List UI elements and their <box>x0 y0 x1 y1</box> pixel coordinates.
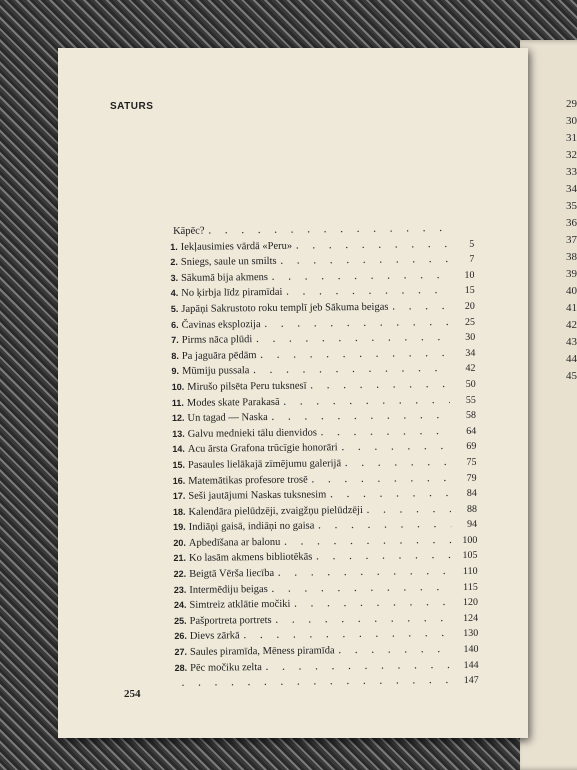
toc-leader-dots <box>367 504 451 515</box>
toc-entry-page: 144 <box>463 659 479 671</box>
toc-entry-title: Intermēdiju beigas <box>189 583 268 596</box>
toc-entry-title: Pasaules lielākajā zīmējumu galerijā <box>187 458 342 471</box>
toc-entry-page: 110 <box>462 565 478 578</box>
toc-entry-title: Saules piramīda, Mēness piramīda <box>189 645 335 658</box>
facing-page-number: 36 <box>566 217 577 229</box>
toc-entry-page: 15 <box>464 285 475 297</box>
toc-entry-title: Sākumā bija akmens <box>181 271 269 284</box>
toc-entry-page: 84 <box>466 487 477 499</box>
toc-entry-number: 16. <box>172 475 186 486</box>
facing-page-number: 37 <box>566 234 577 246</box>
toc-leader-dots <box>321 426 450 437</box>
toc-entry-number: 17. <box>172 490 186 502</box>
toc-leader-dots <box>342 441 451 452</box>
facing-page-number: 40 <box>566 285 577 297</box>
toc-leader-dots <box>182 675 453 688</box>
toc-entry-page: 25 <box>464 316 476 328</box>
toc-leader-dots <box>256 332 449 344</box>
toc-leader-dots <box>208 223 448 236</box>
toc-entry-number: 11. <box>171 397 184 408</box>
toc-leader-dots <box>339 644 453 655</box>
toc-entry-page: 50 <box>465 378 476 390</box>
facing-page-number: 45 <box>566 370 577 382</box>
toc-entry-page: 10 <box>464 269 475 281</box>
toc-entry-page: 75 <box>466 456 477 468</box>
toc-entry-page: 130 <box>463 628 479 640</box>
toc-entry-number: 14. <box>172 444 185 455</box>
toc-entry-number: 2. <box>170 257 178 268</box>
toc-entry-number: 10. <box>171 381 185 392</box>
toc-entry-page: 94 <box>467 519 478 531</box>
toc-entry-title: Modes skate Parakasā <box>186 396 280 409</box>
toc-leader-dots <box>265 317 450 329</box>
toc-entry-title: Indiāņi gaisā, indiāņi no gaisa <box>188 520 315 534</box>
toc-entry-title: Kalendāra pielūdzēji, zvaigžņu pielūdzēji <box>188 504 363 518</box>
page-number: 254 <box>124 688 141 700</box>
toc-entry-number: 28. <box>174 662 188 673</box>
toc-entry-page: 20 <box>464 300 475 312</box>
toc-leader-dots <box>284 395 450 407</box>
toc-entry-number: 1. <box>170 241 178 252</box>
toc-entry-title: Matemātikas profesore trosē <box>188 474 308 487</box>
facing-page-number: 32 <box>566 149 577 161</box>
toc-entry-page: 79 <box>466 472 477 484</box>
toc-leader-dots <box>318 519 451 530</box>
toc-leader-dots <box>260 348 449 360</box>
toc-leader-dots <box>253 363 449 375</box>
toc-entry-number: 15. <box>172 459 186 470</box>
toc-entry-title: Galvu mednieki tālu dienvidos <box>187 427 317 440</box>
toc-leader-dots <box>310 379 449 390</box>
toc-entry-title: Beigtā Vērša liecība <box>189 567 275 580</box>
toc-entry-title: Čavinas eksplozija <box>181 318 261 331</box>
toc-entry-number: 21. <box>173 553 187 564</box>
toc-entry-number: 22. <box>173 568 187 580</box>
facing-page-number: 29 <box>566 98 577 110</box>
toc-entry-title: Mūmiju pussala <box>181 365 250 378</box>
toc-leader-dots <box>330 488 451 499</box>
toc-entry-number: 8. <box>171 350 179 361</box>
toc-entry-page: 34 <box>465 347 476 359</box>
facing-page-number: 38 <box>566 251 577 263</box>
toc-entry-number: 25. <box>174 615 187 626</box>
toc-entry-page: 30 <box>465 331 476 344</box>
toc-entry-page: 115 <box>463 581 478 593</box>
toc-entry-title: Seši jautājumi Naskas tuksnesim <box>188 489 327 502</box>
toc-entry-title: No ķirbja līdz piramīdai <box>181 287 283 300</box>
toc-entry-title: Pirms nāca plūdi <box>181 334 253 347</box>
facing-page-number: 42 <box>566 319 577 331</box>
toc-entry-page: 7 <box>469 254 475 266</box>
toc-leader-dots <box>284 535 451 547</box>
toc-entry-page: 100 <box>462 534 478 546</box>
toc-entry <box>175 675 479 694</box>
toc-entry-title: Kāpēc? <box>172 225 205 237</box>
toc-entry-title: Ko lasām akmens bibliotēkās <box>188 551 313 565</box>
toc-entry-number: 26. <box>174 631 187 642</box>
toc-entry-title: Sniegs, saule un smilts <box>180 256 277 269</box>
toc-entry-number: 9. <box>171 366 180 377</box>
toc-entry-page: 88 <box>466 503 478 515</box>
toc-leader-dots <box>278 566 452 578</box>
toc-leader-dots <box>281 254 449 266</box>
table-of-contents <box>170 223 479 694</box>
toc-entry-number: 19. <box>173 522 186 533</box>
facing-page-number: 30 <box>566 115 577 127</box>
toc-entry-number: 12. <box>171 412 185 424</box>
facing-page-number: 44 <box>566 353 577 365</box>
toc-leader-dots <box>392 301 449 312</box>
facing-page-number: 33 <box>566 166 577 178</box>
toc-entry-page: 140 <box>463 643 479 655</box>
toc-leader-dots <box>296 239 448 251</box>
toc-leader-dots <box>276 613 453 625</box>
toc-leader-dots <box>286 285 448 297</box>
facing-page-number: 41 <box>566 302 577 314</box>
toc-entry-page: 120 <box>462 597 479 609</box>
toc-entry-title: Pēc močiku zelta <box>190 661 262 674</box>
toc-entry-page: 69 <box>466 441 477 453</box>
toc-leader-dots <box>266 660 453 672</box>
toc-entry-title: Iekļausimies vārdā «Peru» <box>180 240 293 253</box>
toc-entry-title: Apbedīšana ar balonu <box>188 536 281 549</box>
toc-entry-number: 23. <box>173 584 187 595</box>
toc-entry-page: 124 <box>463 612 479 624</box>
facing-page-chapter-numbers <box>566 96 577 385</box>
toc-entry-page: 42 <box>465 363 476 375</box>
toc-entry-page: 55 <box>465 394 476 406</box>
facing-page-number: 43 <box>566 336 577 348</box>
toc-entry-title: Pa jaguāra pēdām <box>181 349 257 362</box>
facing-page-number: 31 <box>566 132 577 144</box>
toc-entry-title: Mirušo pilsēta Peru tuksnesī <box>187 380 307 393</box>
toc-entry-title: Dievs zārkā <box>189 630 240 643</box>
toc-entry-title: Un tagad — Naska <box>187 412 268 424</box>
toc-leader-dots <box>272 270 449 282</box>
toc-entry-number: 13. <box>172 428 185 439</box>
toc-leader-dots <box>244 629 453 641</box>
toc-leader-dots <box>316 551 451 562</box>
toc-entry-page: 147 <box>463 675 479 687</box>
toc-entry-page: 5 <box>469 238 475 250</box>
facing-page-number: 35 <box>566 200 577 212</box>
toc-entry-page: 105 <box>462 550 478 562</box>
toc-leader-dots <box>345 457 451 468</box>
facing-page-number: 39 <box>566 268 577 280</box>
toc-leader-dots <box>294 597 452 609</box>
toc-entry-title: Pašportreta portrets <box>189 614 272 627</box>
toc-entry-title: Acu ārsta Grafona trūcīgie honorāri <box>187 442 338 456</box>
toc-entry-number: 7. <box>171 335 179 346</box>
toc-entry-number: 20. <box>173 537 186 548</box>
toc-entry-number: 4. <box>170 288 179 299</box>
facing-page-number: 34 <box>566 183 577 195</box>
toc-entry-page: 64 <box>466 425 477 437</box>
toc-entry-number: 27. <box>174 646 188 658</box>
toc-entry-page: 58 <box>465 409 477 422</box>
page-heading: SATURS <box>110 101 154 112</box>
toc-leader-dots <box>272 410 450 422</box>
toc-entry-number: 3. <box>170 272 179 283</box>
toc-entry-number: 5. <box>170 303 179 314</box>
toc-leader-dots <box>272 582 452 594</box>
toc-entry-number: 6. <box>170 319 179 330</box>
toc-entry-title: Simtreiz atklātie močiki <box>189 599 291 612</box>
toc-leader-dots <box>312 473 451 484</box>
toc-entry-number: 18. <box>172 506 186 517</box>
toc-entry-title: Japāņi Sakrustoto roku templī jeb Sākuma beigas <box>181 301 389 315</box>
toc-entry-number: 24. <box>173 600 187 611</box>
